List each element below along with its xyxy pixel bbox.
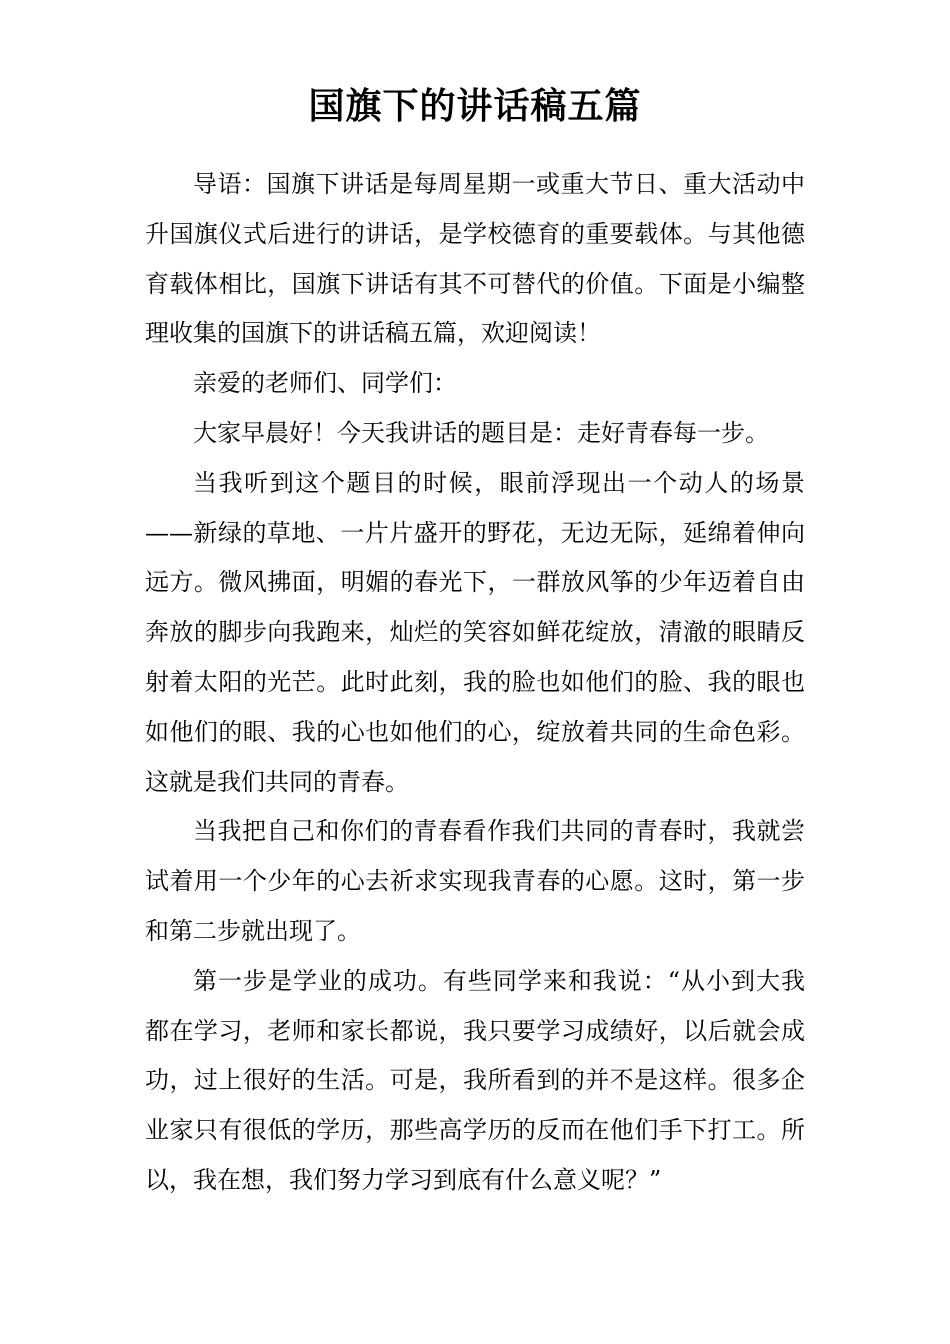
paragraph-shared-youth: 当我把自己和你们的青春看作我们共同的青春时，我就尝试着用一个少年的心去祈求实现我青春的心愿。这时，第一步和第二步就出现了。 (145, 817, 805, 945)
document-title: 国旗下的讲话稿五篇 (308, 85, 642, 127)
paragraph-topic: 大家早晨好！今天我讲话的题目是：走好青春每一步。 (193, 418, 769, 447)
paragraph-intro: 导语：国旗下讲话是每周星期一或重大节日、重大活动中升国旗仪式后进行的讲话，是学校德育的重要载体。与其他德育载体相比，国旗下讲话有其不可替代的价值。下面是小编整理收集的国旗下的讲话稿五篇，欢迎阅读！ (145, 170, 805, 348)
paragraph-first-step: 第一步是学业的成功。有些同学来和我说：“从小到大我都在学习，老师和家长都说，我只要学习成绩好，以后就会成功，过上很好的生活。可是，我所看到的并不是这样。很多企业家只有很低的学历，那些高学历的反而在他们手下打工。所以，我在想，我们努力学习到底有什么意义呢？” (145, 966, 805, 1194)
paragraph-greeting: 亲爱的老师们、同学们： (193, 369, 457, 398)
document-body (145, 160, 805, 1206)
paragraph-scene: 当我听到这个题目的时候，眼前浮现出一个动人的场景——新绿的草地、一片片盛开的野花，无边无际，延绵着伸向远方。微风拂面，明媚的春光下，一群放风筝的少年迈着自由奔放的脚步向我跑来，灿烂的笑容如鲜花绽放，清澈的眼睛反射着太阳的光芒。此时此刻，我的脸也如他们的脸、我的眼也如他们的眼、我的心也如他们的心，绽放着共同的生命色彩。这就是我们共同的青春。 (145, 468, 805, 796)
